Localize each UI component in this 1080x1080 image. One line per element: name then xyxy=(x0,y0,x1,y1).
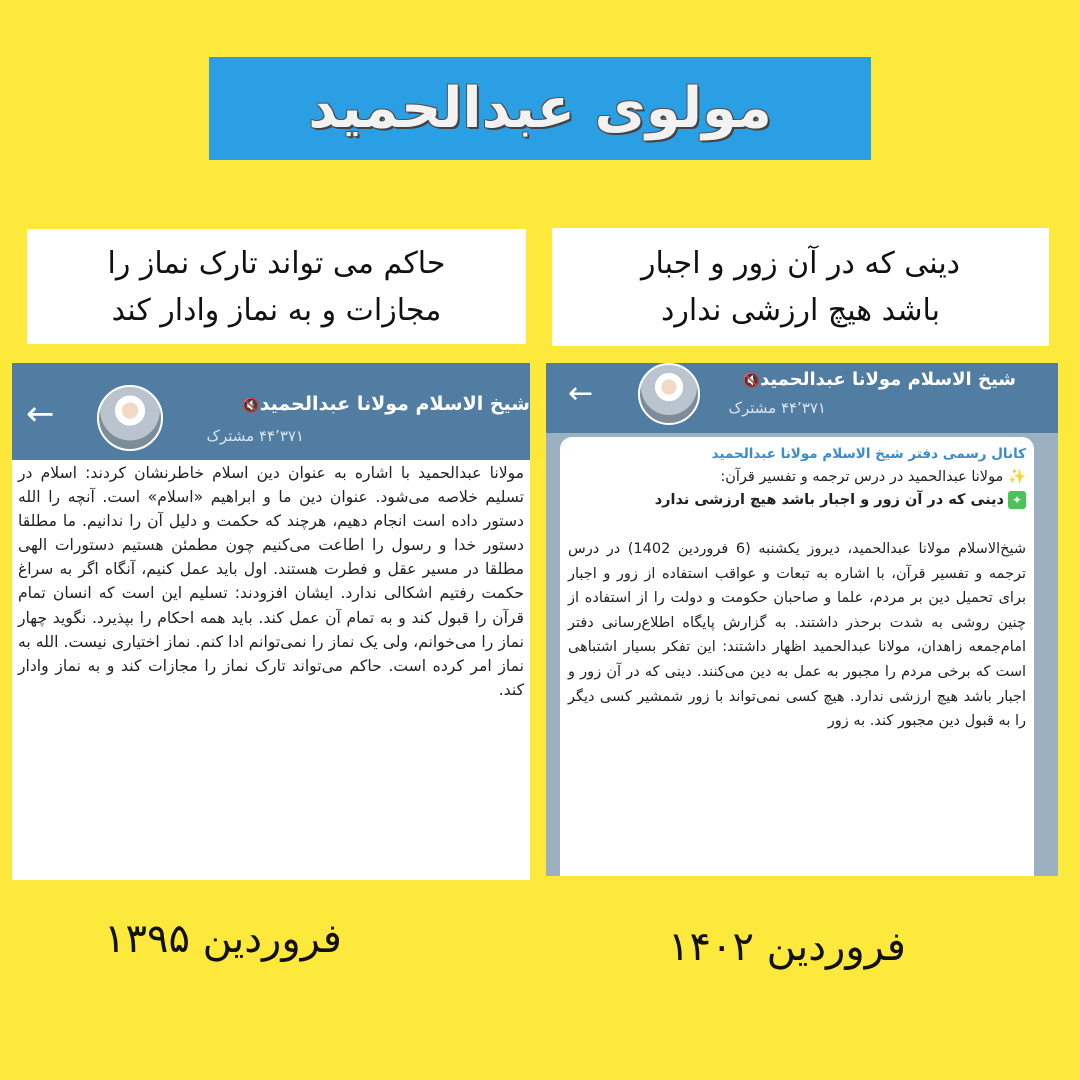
subscriber-count: ۴۴٬۳۷۱ مشترک xyxy=(206,427,304,445)
back-arrow-icon[interactable]: ← xyxy=(26,394,55,434)
chat-header xyxy=(546,363,1058,433)
page-title: مولوی عبدالحمید xyxy=(308,76,772,141)
avatar[interactable] xyxy=(97,385,163,451)
subscriber-count: ۴۴٬۳۷۱ مشترک xyxy=(728,399,826,417)
channel-name[interactable]: شیخ الاسلام مولانا عبدالحمید🔇 xyxy=(242,393,530,415)
back-arrow-icon[interactable]: ← xyxy=(568,376,594,411)
message-body: شیخ‌الاسلام مولانا عبدالحمید، دیروز یکشنبه (6 فروردین 1402) در درس ترجمه و تفسیر قرآن، با اشاره به تبعات و عواقب استفاده از زور و اجبار برای تحمیل دین بر مردم، علما و صاحبان حکومت و دولت را از استفاده از چنین روشی به شدت برحذر داشتند. به گزارش پایگاه اطلاع‌رسانی دفتر امام‌جمعه زاهدان، مولانا عبدالحمید اظهار داشتند: این تفکر بسیار اشتباهی است که برخی مردم را مجبور به عمل به دین می‌کنند. دینی که در آن زور و اجبار باشد هیچ ارزشی ندارد. هیچ کسی نمی‌تواند با زور شمشیر کسی دیگر را به قبول دین مجبور کند. به زور xyxy=(568,541,1027,730)
mute-icon: 🔇 xyxy=(242,398,260,414)
caption-left-line-1: حاکم می تواند تارک نماز را xyxy=(107,245,446,281)
left-chat-screenshot xyxy=(12,363,530,880)
date-label-right: فروردین ۱۴۰۲ xyxy=(668,924,906,970)
mute-icon: 🔇 xyxy=(742,373,760,389)
check-mark-icon: ✦ xyxy=(1008,491,1026,509)
avatar[interactable] xyxy=(638,363,700,425)
message-bubble xyxy=(560,437,1034,876)
message-lead: ✨ مولانا عبدالحمید در درس ترجمه و تفسیر قرآن: xyxy=(720,469,1026,485)
channel-name[interactable]: شیخ الاسلام مولانا عبدالحمید🔇 xyxy=(742,369,1016,390)
sparkle-icon: ✨ xyxy=(1007,469,1026,485)
right-chat-screenshot xyxy=(546,363,1058,876)
caption-right-line-1: دینی که در آن زور و اجبار xyxy=(640,246,961,281)
caption-right-line-2: باشد هیچ ارزشی ندارد xyxy=(661,293,940,328)
caption-left xyxy=(27,229,526,344)
message-text: مولانا عبدالحمید با اشاره به عنوان دین اسلام خاطرنشان کردند: اسلام در تسلیم خلاصه می‌شود. عنوان دین ما و ابراهیم «اسلام» است. آنچه را الله دستور داده است انجام دهیم، هرچند که حکمت و دلیل آن را ندانیم. ما مطلقا دستور خدا و رسول را اطاعت می‌کنیم چون مطمئن هستیم دستورات الهی مطلقا در مسیر عقل و فطرت هستند. اول باید عمل کنیم، آنگاه اگر به سراغ حکمت رفتیم اشکالی ندارد. ایشان افزودند: تسلیم این است که انسان تمام قرآن را قبول کند و به تمام آن عمل کند. باید همه احکام را بپذیرد. نگوید چهار نماز را می‌خوانم، ولی یک نماز را نمی‌توانم ادا کنم. نماز اختیاری نیست. الله به نماز امر کرده است. حاکم می‌تواند تارک نماز را مجازات کند و به نماز وادار کند. xyxy=(18,464,524,699)
chat-header xyxy=(12,363,530,460)
date-label-left: فروردین ۱۳۹۵ xyxy=(104,916,342,962)
message-author[interactable]: کانال رسمی دفتر شیخ الاسلام مولانا عبدالحمید xyxy=(711,446,1026,462)
title-banner xyxy=(209,57,871,160)
caption-left-line-2: مجازات و به نماز وادار کند xyxy=(111,292,442,328)
caption-right xyxy=(552,228,1049,346)
message-headline: ✦دینی که در آن زور و اجبار باشد هیچ ارزشی ندارد xyxy=(568,488,1026,513)
